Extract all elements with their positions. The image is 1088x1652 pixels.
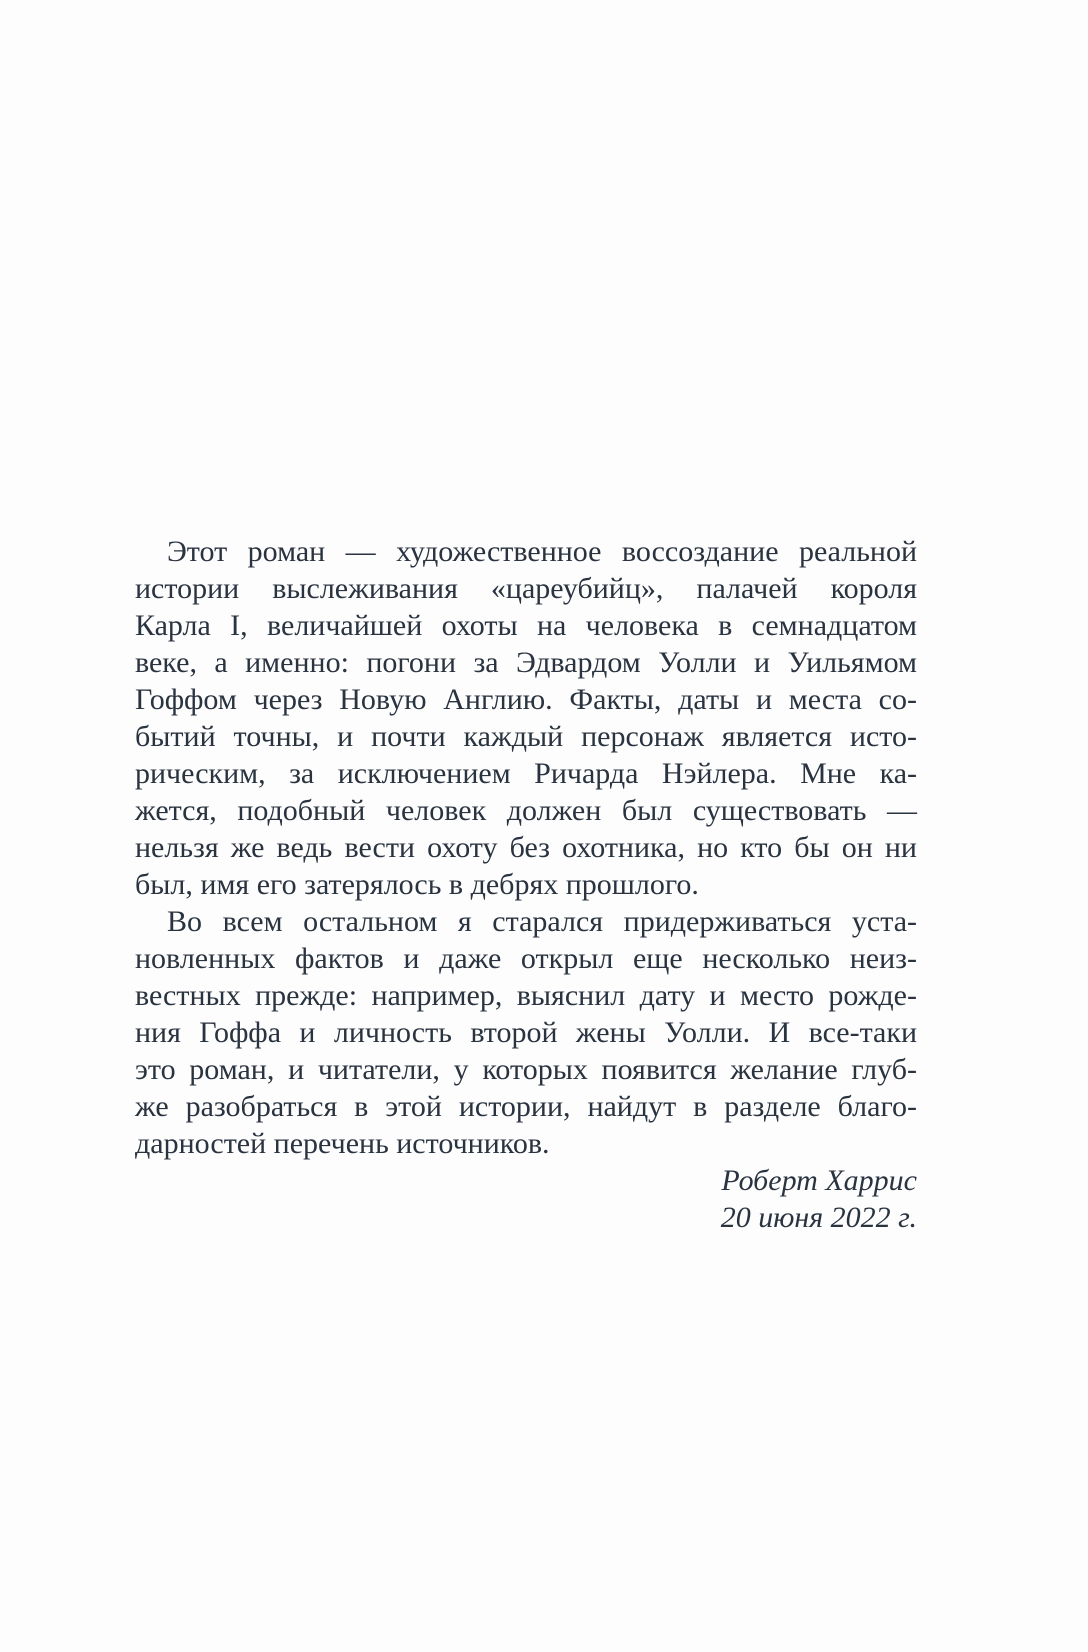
signature-author: Роберт Харрис xyxy=(721,1164,917,1197)
signature-date: 20 июня 2022 г. xyxy=(720,1201,917,1234)
paragraphs xyxy=(135,533,917,1162)
text-line: бытий точны, и почти каждый персонаж является исто- xyxy=(135,720,917,753)
text-line: Гоффом через Новую Англию. Факты, даты и места со- xyxy=(135,683,917,716)
text-line: новленных фактов и даже открыл еще несколько неиз- xyxy=(135,942,917,975)
text-line: Во всем остальном я старался придерживаться уста- xyxy=(167,905,917,938)
text-line: рическим, за исключением Ричарда Нэйлера. Мне ка- xyxy=(135,757,917,790)
text-line: вестных прежде: например, выяснил дату и место рожде- xyxy=(135,979,917,1012)
text-line: веке, а именно: погони за Эдвардом Уолли и Уильямом xyxy=(135,646,917,679)
text-line: жется, подобный человек должен был существовать — xyxy=(135,794,917,827)
text-line: дарностей перечень источников. xyxy=(135,1127,550,1160)
text-line: же разобраться в этой истории, найдут в разделе благо- xyxy=(135,1090,917,1123)
text-line: ния Гоффа и личность второй жены Уолли. И все-таки xyxy=(135,1016,917,1049)
text-line: Этот роман — художественное воссоздание реальной xyxy=(167,535,917,568)
text-line: Карла I, величайшей охоты на человека в семнадцатом xyxy=(135,609,917,642)
text-line: нельзя же ведь вести охоту без охотника, но кто бы он ни xyxy=(135,831,917,864)
text-block xyxy=(135,533,917,1236)
signature-block xyxy=(135,1162,917,1236)
text-line: был, имя его затерялось в дебрях прошлого. xyxy=(135,868,699,901)
text-line: истории выслеживания «цареубийц», палачей короля xyxy=(135,572,917,605)
text-line: это роман, и читатели, у которых появится желание глуб- xyxy=(135,1053,917,1086)
